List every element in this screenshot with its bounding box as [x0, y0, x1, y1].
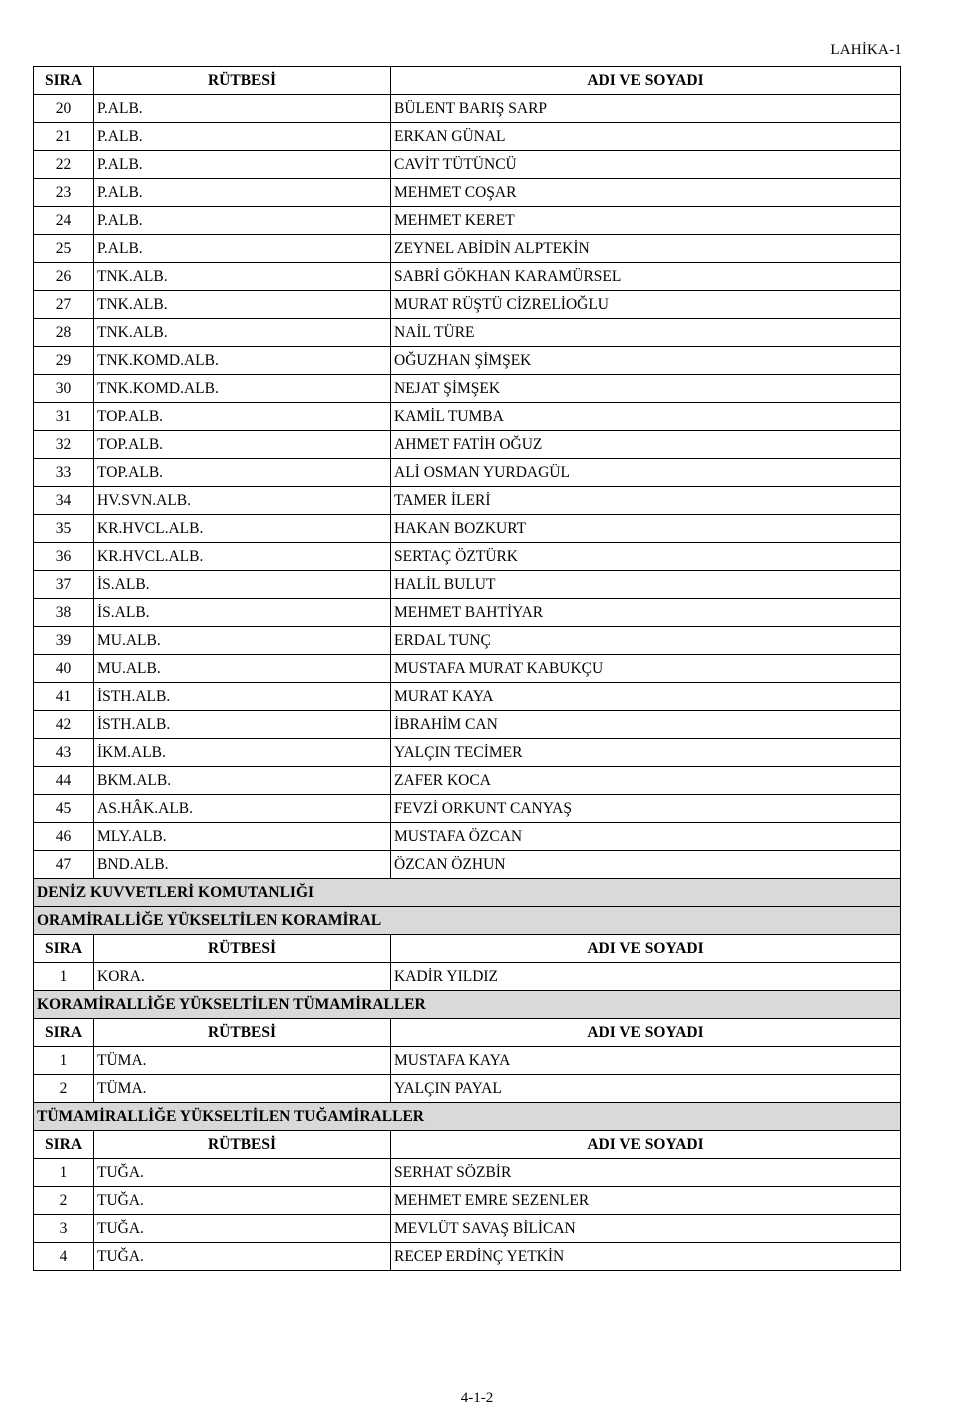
cell-rutbe: TUĞA. — [94, 1215, 391, 1243]
cell-name: NAİL TÜRE — [391, 319, 901, 347]
cell-name: FEVZİ ORKUNT CANYAŞ — [391, 795, 901, 823]
cell-name: HAKAN BOZKURT — [391, 515, 901, 543]
section-title-row — [34, 907, 901, 935]
cell-name: MEHMET COŞAR — [391, 179, 901, 207]
table-row — [34, 95, 901, 123]
cell-sira: 23 — [34, 179, 94, 207]
table-row — [34, 963, 901, 991]
cell-name: SABRİ GÖKHAN KARAMÜRSEL — [391, 263, 901, 291]
cell-name: İBRAHİM CAN — [391, 711, 901, 739]
cell-sira: 1 — [34, 1159, 94, 1187]
cell-name: MUSTAFA MURAT KABUKÇU — [391, 655, 901, 683]
cell-sira: 47 — [34, 851, 94, 879]
cell-name: ALİ OSMAN YURDAGÜL — [391, 459, 901, 487]
cell-rutbe: P.ALB. — [94, 235, 391, 263]
cell-sira: 26 — [34, 263, 94, 291]
table-row — [34, 599, 901, 627]
cell-name: TAMER İLERİ — [391, 487, 901, 515]
cell-rutbe: MU.ALB. — [94, 627, 391, 655]
cell-name: RECEP ERDİNÇ YETKİN — [391, 1243, 901, 1271]
table-row — [34, 851, 901, 879]
table-row — [34, 627, 901, 655]
column-header-ad: ADI VE SOYADI — [391, 1131, 901, 1159]
cell-name: MEHMET BAHTİYAR — [391, 599, 901, 627]
column-header-ad: ADI VE SOYADI — [391, 67, 901, 95]
column-header-ad: ADI VE SOYADI — [391, 1019, 901, 1047]
table-row — [34, 543, 901, 571]
cell-rutbe: KORA. — [94, 963, 391, 991]
cell-sira: 32 — [34, 431, 94, 459]
cell-sira: 43 — [34, 739, 94, 767]
table-row — [34, 823, 901, 851]
cell-sira: 45 — [34, 795, 94, 823]
cell-name: KAMİL TUMBA — [391, 403, 901, 431]
cell-sira: 21 — [34, 123, 94, 151]
section-title: ORAMİRALLİĞE YÜKSELTİLEN KORAMİRAL — [34, 907, 901, 935]
cell-name: MUSTAFA KAYA — [391, 1047, 901, 1075]
cell-rutbe: MLY.ALB. — [94, 823, 391, 851]
cell-name: HALİL BULUT — [391, 571, 901, 599]
cell-rutbe: TNK.ALB. — [94, 291, 391, 319]
column-header-sira: SIRA — [34, 935, 94, 963]
cell-rutbe: İSTH.ALB. — [94, 683, 391, 711]
table-header-row — [34, 1019, 901, 1047]
cell-sira: 34 — [34, 487, 94, 515]
cell-name: BÜLENT BARIŞ SARP — [391, 95, 901, 123]
cell-name: NEJAT ŞİMŞEK — [391, 375, 901, 403]
table-row — [34, 739, 901, 767]
cell-rutbe: TUĞA. — [94, 1243, 391, 1271]
table-row — [34, 571, 901, 599]
section-title: KORAMİRALLİĞE YÜKSELTİLEN TÜMAMİRALLER — [34, 991, 901, 1019]
cell-rutbe: P.ALB. — [94, 95, 391, 123]
table-row — [34, 235, 901, 263]
cell-rutbe: P.ALB. — [94, 207, 391, 235]
cell-rutbe: HV.SVN.ALB. — [94, 487, 391, 515]
cell-name: ZEYNEL ABİDİN ALPTEKİN — [391, 235, 901, 263]
table-row — [34, 459, 901, 487]
table-row — [34, 1047, 901, 1075]
cell-sira: 2 — [34, 1187, 94, 1215]
table-row — [34, 263, 901, 291]
cell-name: KADİR YILDIZ — [391, 963, 901, 991]
table-row — [34, 795, 901, 823]
column-header-sira: SIRA — [34, 1019, 94, 1047]
section-title: TÜMAMİRALLİĞE YÜKSELTİLEN TUĞAMİRALLER — [34, 1103, 901, 1131]
cell-name: AHMET FATİH OĞUZ — [391, 431, 901, 459]
cell-sira: 39 — [34, 627, 94, 655]
promotion-table — [33, 66, 901, 1271]
cell-name: MURAT KAYA — [391, 683, 901, 711]
cell-rutbe: TÜMA. — [94, 1075, 391, 1103]
column-header-sira: SIRA — [34, 1131, 94, 1159]
cell-rutbe: MU.ALB. — [94, 655, 391, 683]
column-header-rutbe: RÜTBESİ — [94, 1131, 391, 1159]
table-row — [34, 207, 901, 235]
cell-sira: 28 — [34, 319, 94, 347]
cell-rutbe: KR.HVCL.ALB. — [94, 515, 391, 543]
table-row — [34, 291, 901, 319]
cell-sira: 1 — [34, 1047, 94, 1075]
cell-sira: 24 — [34, 207, 94, 235]
cell-name: YALÇIN PAYAL — [391, 1075, 901, 1103]
table-header-row — [34, 1131, 901, 1159]
table-row — [34, 1215, 901, 1243]
cell-rutbe: İS.ALB. — [94, 599, 391, 627]
section-title-row — [34, 991, 901, 1019]
cell-rutbe: İKM.ALB. — [94, 739, 391, 767]
cell-rutbe: BND.ALB. — [94, 851, 391, 879]
cell-name: OĞUZHAN ŞİMŞEK — [391, 347, 901, 375]
table-row — [34, 403, 901, 431]
cell-rutbe: TUĞA. — [94, 1187, 391, 1215]
cell-name: MEHMET EMRE SEZENLER — [391, 1187, 901, 1215]
table-header-row — [34, 67, 901, 95]
cell-sira: 37 — [34, 571, 94, 599]
cell-rutbe: TOP.ALB. — [94, 459, 391, 487]
cell-sira: 22 — [34, 151, 94, 179]
cell-rutbe: P.ALB. — [94, 179, 391, 207]
cell-sira: 1 — [34, 963, 94, 991]
cell-sira: 31 — [34, 403, 94, 431]
section-title-row — [34, 879, 901, 907]
cell-sira: 30 — [34, 375, 94, 403]
cell-name: MEHMET KERET — [391, 207, 901, 235]
cell-sira: 40 — [34, 655, 94, 683]
cell-sira: 41 — [34, 683, 94, 711]
section-title-row — [34, 1103, 901, 1131]
cell-rutbe: KR.HVCL.ALB. — [94, 543, 391, 571]
table-row — [34, 347, 901, 375]
table-row — [34, 431, 901, 459]
table-row — [34, 515, 901, 543]
cell-name: CAVİT TÜTÜNCÜ — [391, 151, 901, 179]
cell-name: ÖZCAN ÖZHUN — [391, 851, 901, 879]
cell-name: SERTAÇ ÖZTÜRK — [391, 543, 901, 571]
table-row — [34, 767, 901, 795]
cell-rutbe: TOP.ALB. — [94, 431, 391, 459]
table-row — [34, 123, 901, 151]
table-row — [34, 1187, 901, 1215]
cell-sira: 33 — [34, 459, 94, 487]
cell-sira: 25 — [34, 235, 94, 263]
cell-rutbe: TNK.KOMD.ALB. — [94, 375, 391, 403]
cell-sira: 35 — [34, 515, 94, 543]
table-row — [34, 375, 901, 403]
cell-rutbe: BKM.ALB. — [94, 767, 391, 795]
cell-sira: 44 — [34, 767, 94, 795]
cell-rutbe: İSTH.ALB. — [94, 711, 391, 739]
cell-sira: 4 — [34, 1243, 94, 1271]
cell-name: YALÇIN TECİMER — [391, 739, 901, 767]
cell-rutbe: TNK.KOMD.ALB. — [94, 347, 391, 375]
table-header-row — [34, 935, 901, 963]
cell-sira: 27 — [34, 291, 94, 319]
table-row — [34, 711, 901, 739]
column-header-rutbe: RÜTBESİ — [94, 935, 391, 963]
column-header-rutbe: RÜTBESİ — [94, 67, 391, 95]
cell-rutbe: TNK.ALB. — [94, 263, 391, 291]
cell-rutbe: P.ALB. — [94, 151, 391, 179]
table-row — [34, 1243, 901, 1271]
section-title: DENİZ KUVVETLERİ KOMUTANLIĞI — [34, 879, 901, 907]
annex-label: LAHİKA-1 — [830, 42, 902, 58]
cell-rutbe: İS.ALB. — [94, 571, 391, 599]
cell-rutbe: TNK.ALB. — [94, 319, 391, 347]
cell-sira: 36 — [34, 543, 94, 571]
cell-name: MEVLÜT SAVAŞ BİLİCAN — [391, 1215, 901, 1243]
cell-rutbe: TÜMA. — [94, 1047, 391, 1075]
cell-name: ERDAL TUNÇ — [391, 627, 901, 655]
promotion-table-body — [34, 67, 901, 1271]
column-header-rutbe: RÜTBESİ — [94, 1019, 391, 1047]
cell-sira: 42 — [34, 711, 94, 739]
cell-sira: 38 — [34, 599, 94, 627]
column-header-sira: SIRA — [34, 67, 94, 95]
column-header-ad: ADI VE SOYADI — [391, 935, 901, 963]
table-row — [34, 1075, 901, 1103]
table-row — [34, 683, 901, 711]
cell-rutbe: TOP.ALB. — [94, 403, 391, 431]
table-row — [34, 319, 901, 347]
table-row — [34, 151, 901, 179]
cell-name: SERHAT SÖZBİR — [391, 1159, 901, 1187]
table-row — [34, 655, 901, 683]
cell-rutbe: AS.HÂK.ALB. — [94, 795, 391, 823]
cell-sira: 46 — [34, 823, 94, 851]
cell-sira: 29 — [34, 347, 94, 375]
page-number: 4-1-2 — [460, 1390, 494, 1406]
cell-name: MUSTAFA ÖZCAN — [391, 823, 901, 851]
cell-rutbe: TUĞA. — [94, 1159, 391, 1187]
table-row — [34, 487, 901, 515]
cell-rutbe: P.ALB. — [94, 123, 391, 151]
cell-sira: 2 — [34, 1075, 94, 1103]
cell-name: ERKAN GÜNAL — [391, 123, 901, 151]
cell-sira: 20 — [34, 95, 94, 123]
cell-name: ZAFER KOCA — [391, 767, 901, 795]
cell-sira: 3 — [34, 1215, 94, 1243]
table-row — [34, 1159, 901, 1187]
table-row — [34, 179, 901, 207]
cell-name: MURAT RÜŞTÜ CİZRELİOĞLU — [391, 291, 901, 319]
